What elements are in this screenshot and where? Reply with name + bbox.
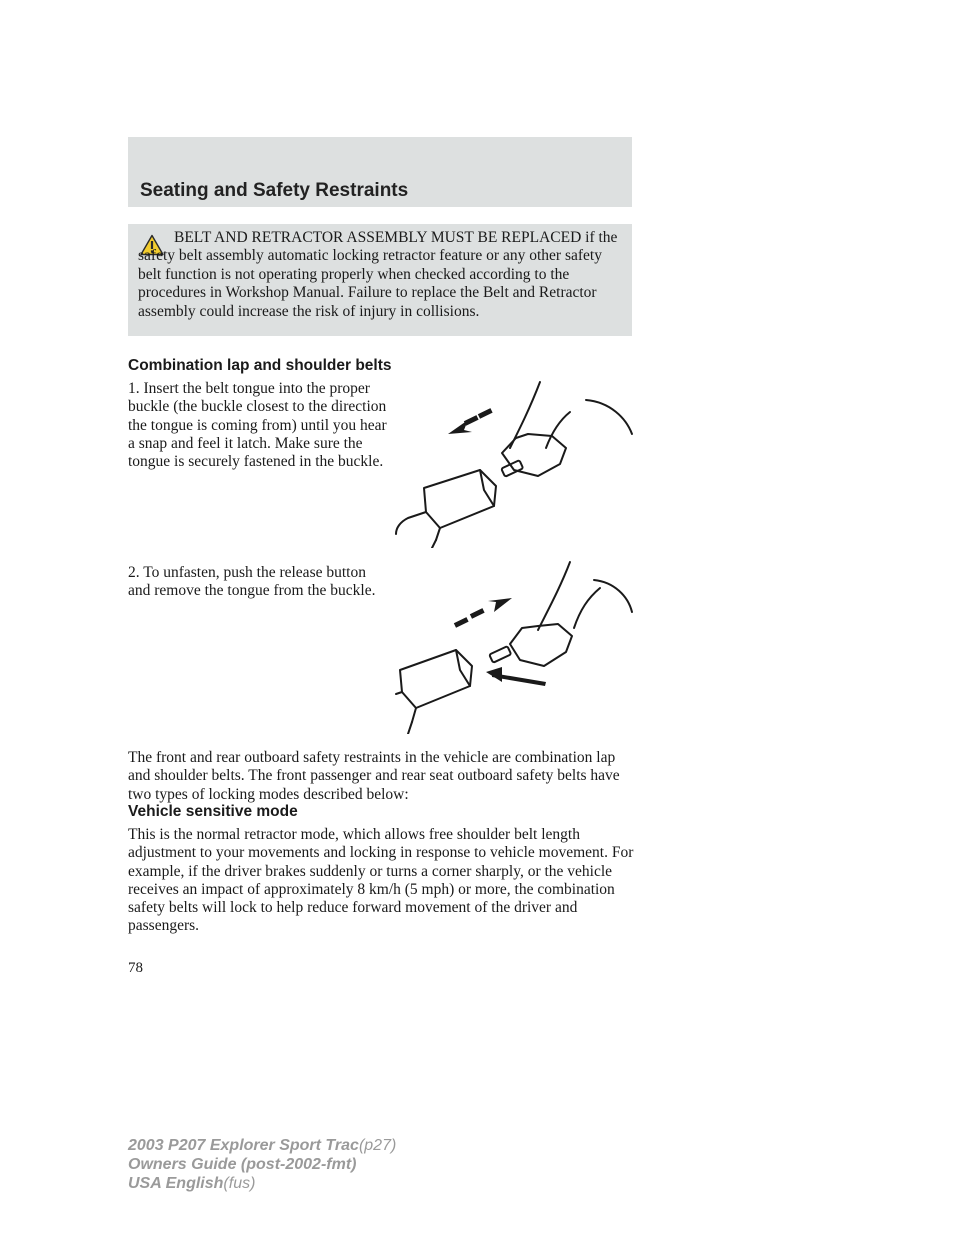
step-2-text: 2. To unfasten, push the release button and remove the tongue from the buckle. xyxy=(128,564,376,600)
buckle-body xyxy=(424,470,496,528)
vehicle-sensitive-mode-text: This is the normal retractor mode, which allows free shoulder belt length adjustment to your movements and locking in response to vehicle movement. For example, if the driver brakes suddenly or turns a corner sharply, or the vehicle receives an impact of approximately 8 km/h (5 mph) or more, the combination safety belts will lock to help reduce forward movement of the driver and passengers. xyxy=(128,826,634,935)
shoulder-belt-strap xyxy=(538,562,570,630)
section-title: Seating and Safety Restraints xyxy=(140,180,409,201)
buckle-body xyxy=(400,650,472,708)
footer-model-code: (p27) xyxy=(358,1137,397,1154)
belt-tongue xyxy=(502,434,566,476)
footer-model: 2003 P207 Explorer Sport Trac xyxy=(128,1137,359,1154)
section-header-band xyxy=(128,137,632,207)
release-direction-arrow xyxy=(454,598,512,628)
footer-language-code: (fus) xyxy=(223,1175,256,1192)
page-number: 78 xyxy=(128,960,143,976)
outboard-belts-text: The front and rear outboard safety restraints in the vehicle are combination lap and shoulder belts. The front passenger and rear seat outboard safety belts have two types of locking modes described below: xyxy=(128,749,620,803)
combination-belts-heading: Combination lap and shoulder belts xyxy=(128,357,392,374)
warning-box xyxy=(128,224,632,336)
warning-text: BELT AND RETRACTOR ASSEMBLY MUST BE REPLACED if the safety belt assembly automatic locking retractor feature or any other safety belt function is not operating properly when checked according to the procedures in Workshop Manual. Failure to replace the Belt and Retractor assembly could increase the risk of injury in collisions. xyxy=(138,229,618,320)
footer-guide: Owners Guide (post-2002-fmt) xyxy=(128,1156,357,1173)
belt-tongue xyxy=(510,624,572,666)
buckle-fasten-illustration xyxy=(392,378,640,548)
buckle-release-illustration xyxy=(392,558,640,734)
push-button-arrow xyxy=(486,667,546,686)
step-1-text: 1. Insert the belt tongue into the proper buckle (the buckle closest to the direction the tongue is coming from) until you hear a snap and feel it latch. Make sure the tongue is securely fastened in the buckle. xyxy=(128,380,387,471)
footer-language: USA English xyxy=(128,1175,224,1192)
document-footer xyxy=(128,1136,396,1193)
vehicle-sensitive-mode-heading: Vehicle sensitive mode xyxy=(128,803,298,820)
insert-direction-arrow xyxy=(448,408,493,434)
shoulder-belt-strap xyxy=(510,382,540,448)
